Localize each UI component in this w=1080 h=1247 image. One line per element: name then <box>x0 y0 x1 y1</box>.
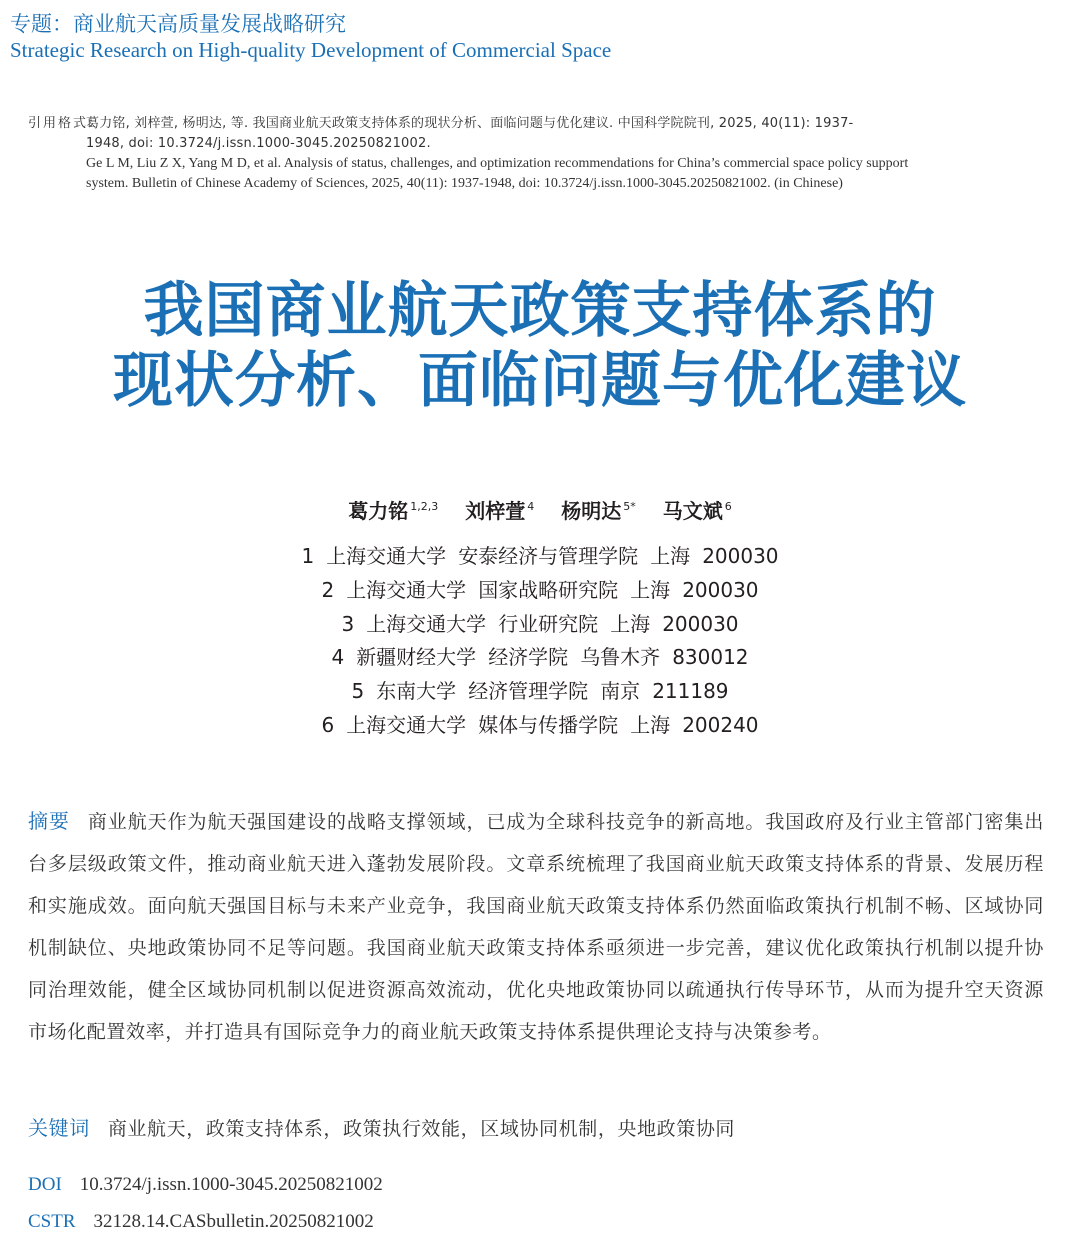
affiliation <box>0 641 1080 675</box>
affiliation-city: 南京 <box>600 679 641 704</box>
affiliation-city: 乌鲁木齐 <box>580 645 661 670</box>
affiliation-zip: 200030 <box>702 544 779 568</box>
doi-value[interactable]: 10.3724/j.issn.1000-3045.20250821002 <box>79 1174 383 1195</box>
keywords-label: 关键词 <box>28 1116 90 1140</box>
cstr-value: 32128.14.CASbulletin.20250821002 <box>93 1211 374 1232</box>
affiliation-number: 6 <box>321 712 335 737</box>
author-affil-mark: 1,2,3 <box>410 500 439 514</box>
affiliation-dept: 经济学院 <box>488 645 569 670</box>
title-line-2: 现状分析、面临问题与优化建议 <box>113 346 967 416</box>
author-affil-mark: 5* <box>623 500 636 514</box>
affiliation-zip: 830012 <box>672 645 749 670</box>
paper-title <box>0 276 1080 416</box>
affiliation-school: 上海交通大学 <box>366 611 487 636</box>
author <box>663 499 732 523</box>
affiliation-city: 上海 <box>610 611 651 636</box>
author <box>348 499 438 523</box>
author-affil-mark: 4 <box>527 500 535 514</box>
affiliation-school: 上海交通大学 <box>346 712 467 737</box>
keywords-text: 商业航天，政策支持体系，政策执行效能，区域协同机制，央地政策协同 <box>107 1118 736 1140</box>
affiliation-number: 2 <box>321 577 335 602</box>
doi-label: DOI <box>28 1174 62 1195</box>
affiliation <box>0 709 1080 743</box>
author-name: 马文斌 <box>662 499 723 523</box>
affiliation <box>0 608 1080 642</box>
affiliation <box>0 574 1080 608</box>
author-name: 杨明达 <box>561 499 622 523</box>
affiliation-school: 上海交通大学 <box>346 577 467 602</box>
abstract-text: 商业航天作为航天强国建设的战略支撑领域，已成为全球科技竞争的新高地。我国政府及行业主管部门密集出台多层级政策文件，推动商业航天进入蓬勃发展阶段。文章系统梳理了我国商业航天政策支持体系的背景、发展历程和实施成效。面向航天强国目标与未来产业竞争，我国商业航天政策支持体系仍然面临政策执行机制不畅、区域协同机制缺位、央地政策协同不足等问题。我国商业航天政策支持体系亟须进一步完善，建议优化政策执行机制以提升协同治理效能，健全区域协同机制以促进资源高效流动，优化央地政策协同以疏通执行传导环节，从而为提升空天资源市场化配置效率，并打造具有国际竞争力的商业航天政策支持体系提供理论支持与决策参考。 <box>28 811 1044 1043</box>
affiliation-zip: 200240 <box>682 712 759 737</box>
affiliation-dept: 国家战略研究院 <box>478 577 619 602</box>
affiliation-number: 5 <box>351 679 365 704</box>
affiliation-school: 东南大学 <box>376 679 457 704</box>
topic-chinese: 专题：商业航天高质量发展战略研究 <box>10 12 346 36</box>
doi-line <box>28 1174 383 1196</box>
citation-block <box>28 114 1068 194</box>
affiliation-dept: 媒体与传播学院 <box>478 712 619 737</box>
affiliation-zip: 200030 <box>682 577 759 602</box>
abstract-block <box>28 800 1044 1053</box>
affiliation-number: 3 <box>341 611 355 636</box>
citation-cn-line-2: 1948, doi: 10.3724/j.issn.1000-3045.20250821002. <box>86 136 431 151</box>
author-list <box>0 495 1080 524</box>
affiliation <box>0 675 1080 709</box>
author-affil-mark: 6 <box>724 500 732 514</box>
cstr-label: CSTR <box>28 1211 76 1232</box>
affiliation-school: 上海交通大学 <box>326 544 447 568</box>
keywords-block <box>28 1112 1044 1141</box>
author-name: 刘梓萱 <box>465 499 526 523</box>
citation-en-line-1: Ge L M, Liu Z X, Yang M D, et al. Analysis of status, challenges, and optimization recommendations for China’s commercial space policy support <box>86 156 909 171</box>
affiliation-number: 1 <box>301 544 315 568</box>
affiliation-city: 上海 <box>630 712 671 737</box>
abstract-label: 摘要 <box>28 809 70 833</box>
author-name: 葛力铭 <box>348 499 409 523</box>
affiliation-school: 新疆财经大学 <box>356 645 477 670</box>
affiliation-dept: 行业研究院 <box>498 611 599 636</box>
affiliation-zip: 200030 <box>662 611 739 636</box>
affiliation-dept: 经济管理学院 <box>468 679 589 704</box>
citation-en-line-2: system. Bulletin of Chinese Academy of Sciences, 2025, 40(11): 1937-1948, doi: 10.3724/j.issn.1000-3045.20250821002. (in Chinese) <box>86 176 843 191</box>
affiliation-dept: 安泰经济与管理学院 <box>458 544 639 568</box>
author <box>561 499 636 523</box>
citation-cn-line-1: 葛力铭, 刘梓萱, 杨明达, 等. 我国商业航天政策支持体系的现状分析、面临问题与优化建议. 中国科学院院刊, 2025, 40(11): 1937- <box>86 116 854 131</box>
affiliation-number: 4 <box>331 645 345 670</box>
affiliation-list <box>0 540 1080 743</box>
title-line-1: 我国商业航天政策支持体系的 <box>143 276 937 346</box>
affiliation-city: 上海 <box>650 544 691 568</box>
author <box>465 499 534 523</box>
citation-label: 引用格式： <box>28 116 104 131</box>
affiliation-zip: 211189 <box>652 679 729 704</box>
topic-english: Strategic Research on High-quality Development of Commercial Space <box>10 38 612 62</box>
affiliation-city: 上海 <box>630 577 671 602</box>
cstr-line <box>28 1211 374 1233</box>
affiliation <box>0 540 1080 574</box>
